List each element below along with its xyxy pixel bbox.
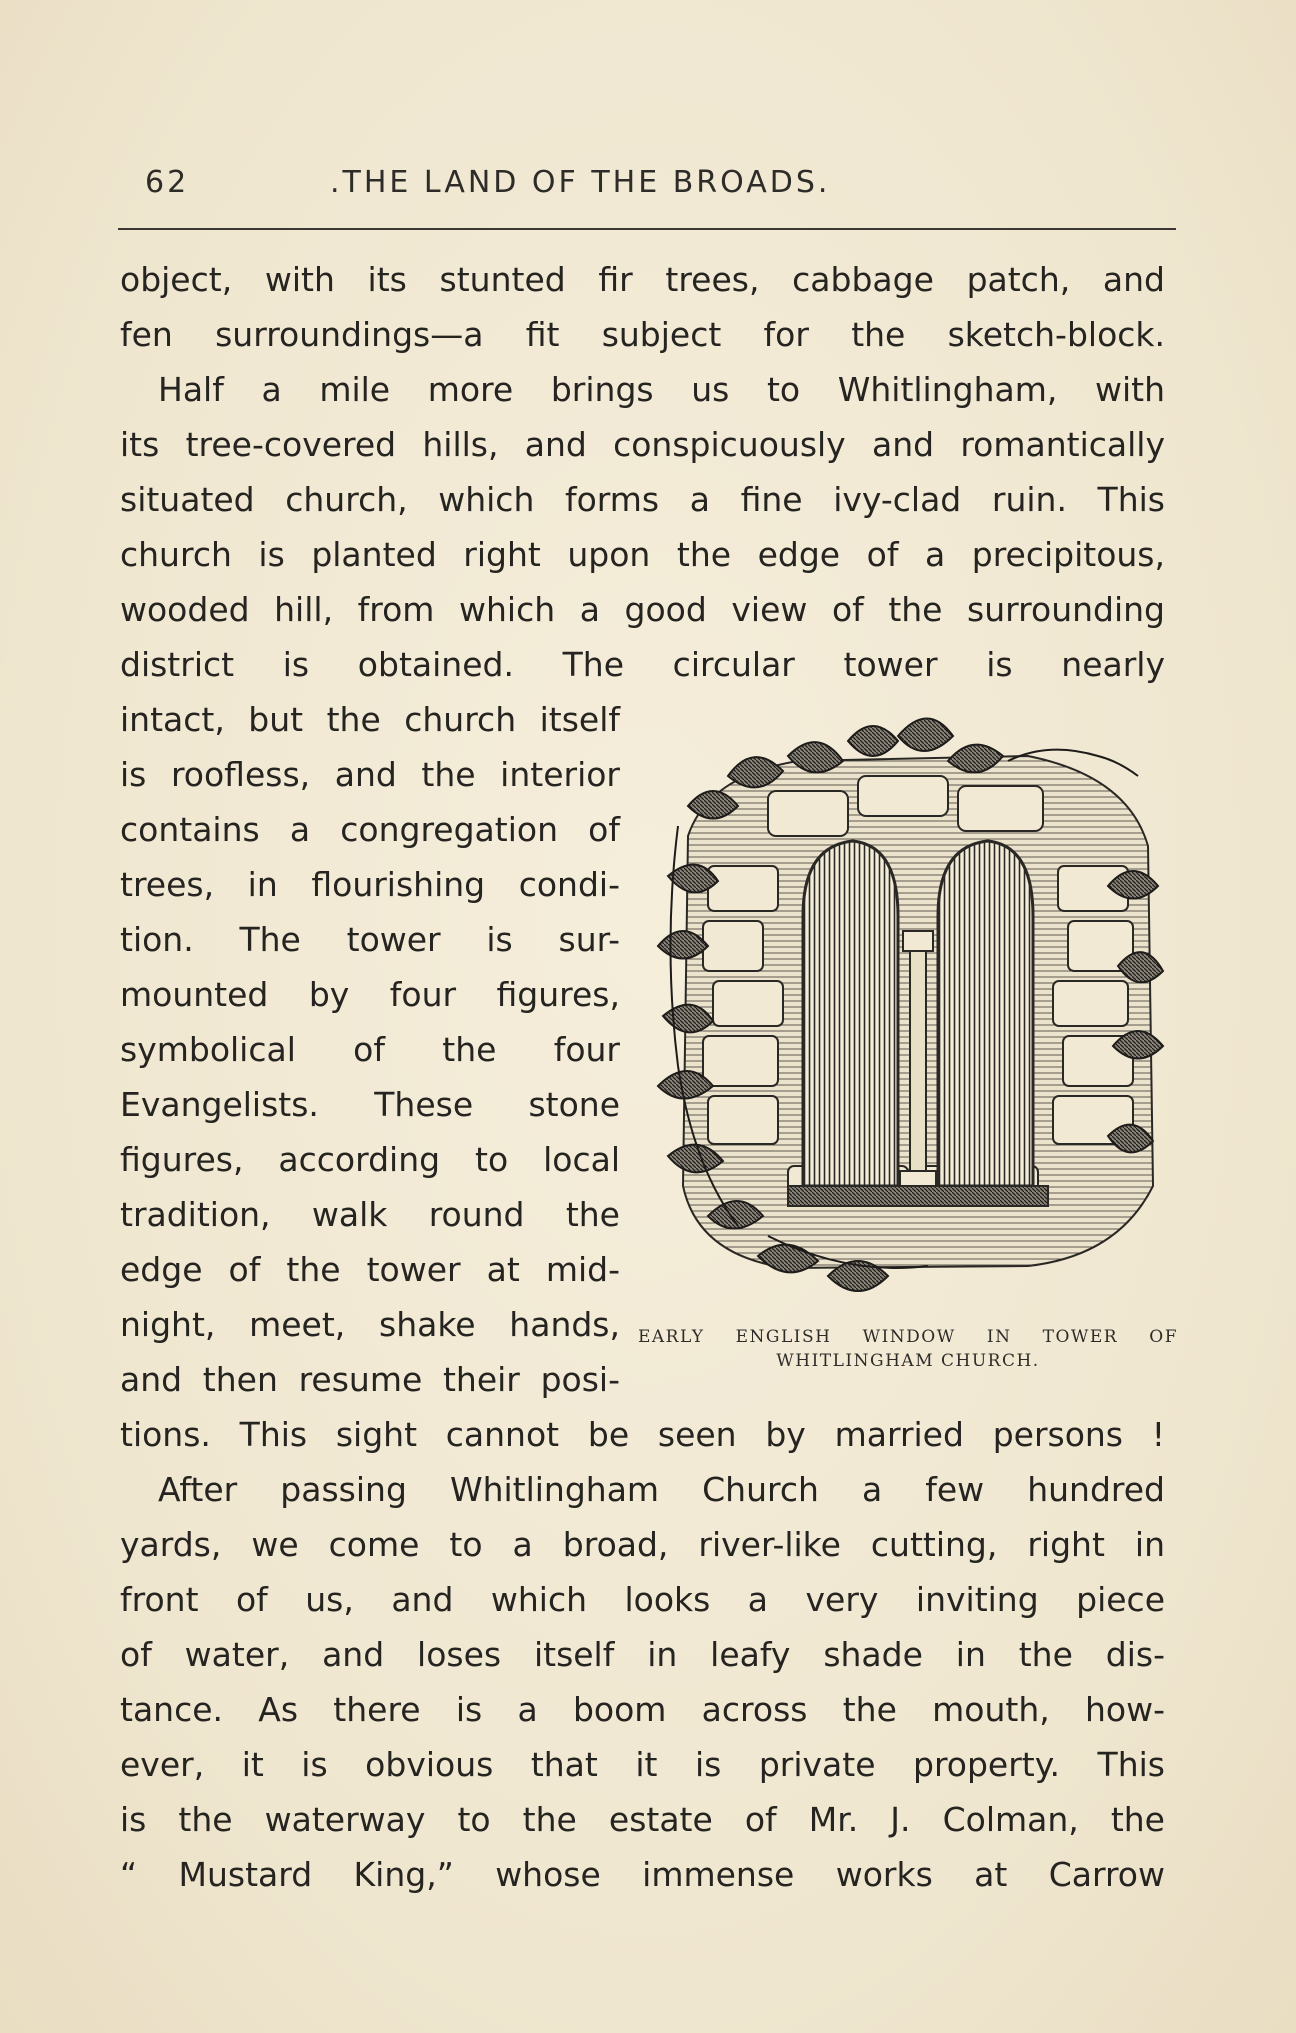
header-rule	[118, 228, 1176, 230]
text-line: of water, and loses itself in leafy shade in the dis-	[120, 1635, 1165, 1674]
text-line: “ Mustard King,” whose immense works at Carrow	[120, 1855, 1165, 1894]
text-line: Half a mile more brings us to Whitlingham, with	[158, 370, 1165, 409]
text-line: yards, we come to a broad, river-like cutting, right in	[120, 1525, 1165, 1564]
text-line: night, meet, shake hands,	[120, 1305, 620, 1344]
text-line: is roofless, and the interior	[120, 755, 620, 794]
text-line: Evangelists. These stone	[120, 1085, 620, 1124]
text-line: tions. This sight cannot be seen by married persons !	[120, 1415, 1165, 1454]
running-head: .THE LAND OF THE BROADS.	[330, 165, 831, 200]
text-line: After passing Whitlingham Church a few hundred	[158, 1470, 1165, 1509]
text-line: figures, according to local	[120, 1140, 620, 1179]
text-line: tradition, walk round the	[120, 1195, 620, 1234]
caption-line: EARLY ENGLISH WINDOW IN TOWER OF	[638, 1327, 1178, 1347]
text-line: edge of the tower at mid-	[120, 1250, 620, 1289]
text-line: fen surroundings—a fit subject for the sketch-block.	[120, 315, 1165, 354]
text-line: object, with its stunted fir trees, cabbage patch, and	[120, 260, 1165, 299]
text-line: contains a congregation of	[120, 810, 620, 849]
caption-line: WHITLINGHAM CHURCH.	[776, 1351, 1040, 1371]
text-line: district is obtained. The circular tower is nearly	[120, 645, 1165, 684]
text-line: situated church, which forms a fine ivy-clad ruin. This	[120, 480, 1165, 519]
text-line: ever, it is obvious that it is private property. This	[120, 1745, 1165, 1784]
text-line: front of us, and which looks a very inviting piece	[120, 1580, 1165, 1619]
text-line: tance. As there is a boom across the mouth, how-	[120, 1690, 1165, 1729]
text-line: its tree-covered hills, and conspicuously and romantically	[120, 425, 1165, 464]
page-number: 62	[145, 165, 190, 200]
text-line: tion. The tower is sur-	[120, 920, 620, 959]
text-line: intact, but the church itself	[120, 700, 620, 739]
text-line: and then resume their posi-	[120, 1360, 620, 1399]
text-line: is the waterway to the estate of Mr. J. Colman, the	[120, 1800, 1165, 1839]
text-line: wooded hill, from which a good view of the surrounding	[120, 590, 1165, 629]
figure-caption	[638, 1325, 1178, 1373]
text-line: mounted by four figures,	[120, 975, 620, 1014]
page-header	[145, 165, 1175, 215]
text-line: trees, in flourishing condi-	[120, 865, 620, 904]
church-window-illustration	[648, 716, 1168, 1311]
text-line: church is planted right upon the edge of a precipitous,	[120, 535, 1165, 574]
text-line: symbolical of the four	[120, 1030, 620, 1069]
